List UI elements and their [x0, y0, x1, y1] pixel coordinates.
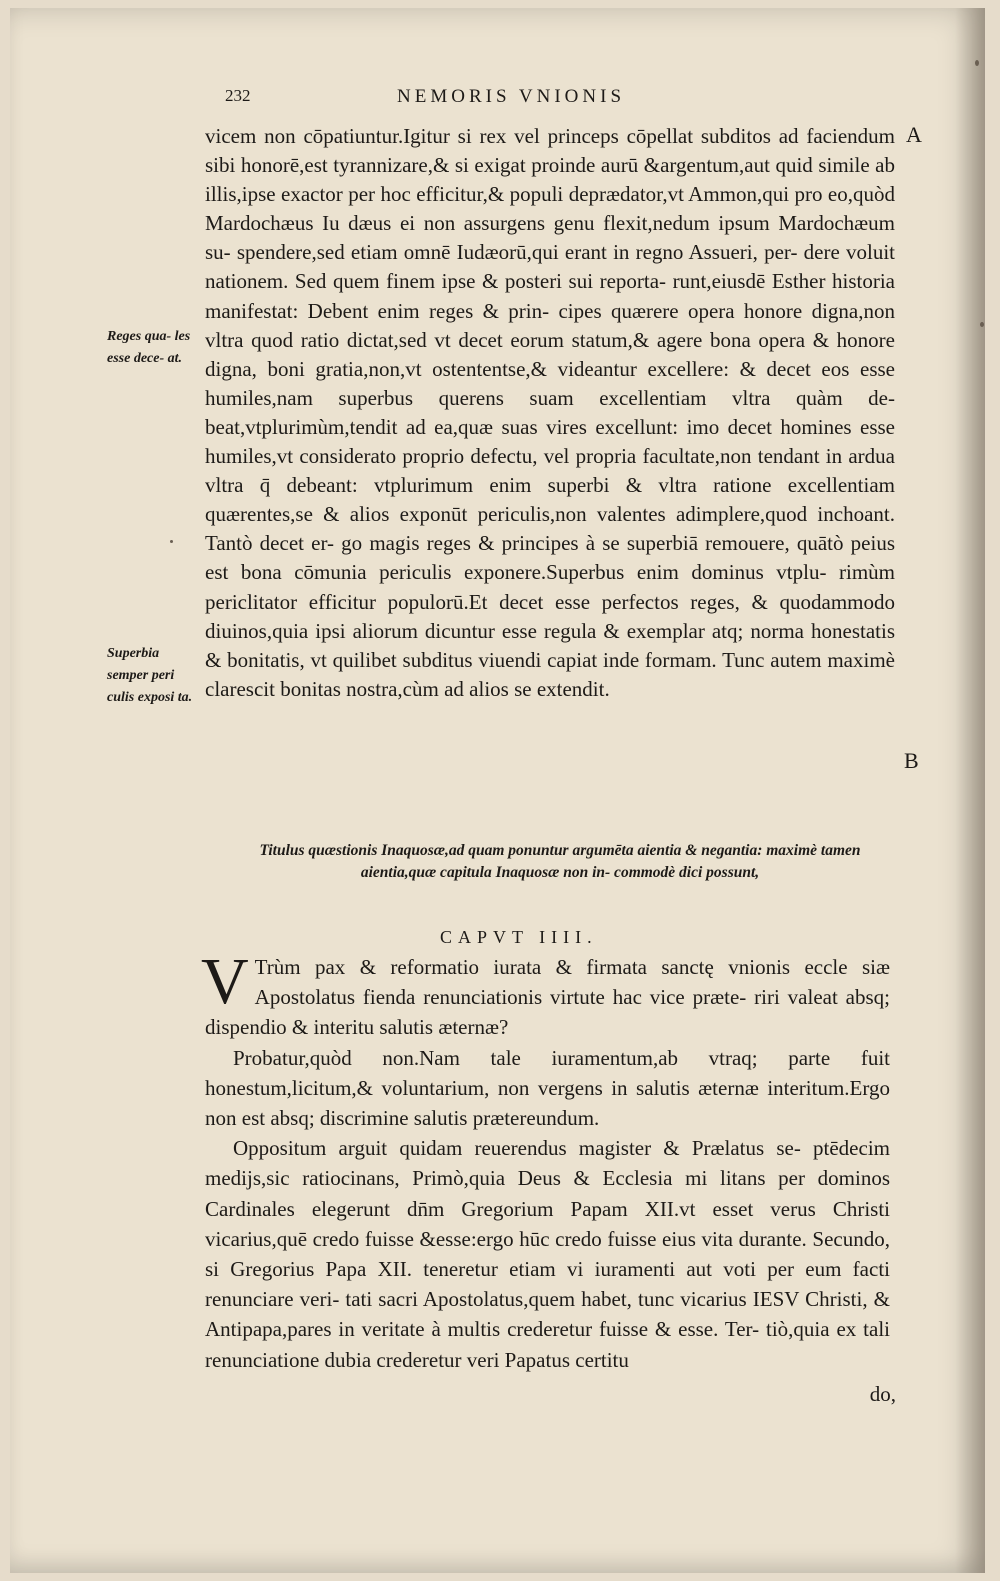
running-title: NEMORIS VNIONIS: [397, 86, 626, 107]
chapter-paragraph-3: Oppositum arguit quidam reuerendus magister & Prælatus se- ptēdecim medijs,sic ratiocinans, Primò,quia Deus & Ecclesia mi litans per dominos Cardinales elegerunt dn̄m Gregorium Papam XII.vt esset verus Christi vicarius,quē credo fuisse &esse:ergo hūc credo fuisse eius vita durante. Secundo, si Gregorius Papa XII. teneretur etiam vi iuramenti aut voti per eum facti renunciare veri- tati sacri Apostolatus,quem habet, tunc vicarius IESV Christi, & Antipapa,pares in veritate à multis crederetur fuisse & esse. Ter- tiò,quia ex tali renunciatione dubia crederetur veri Papatus certitu: [205, 1136, 890, 1372]
catchword: do,: [869, 1382, 896, 1406]
chapter-paragraph-2: Probatur,quòd non.Nam tale iuramentum,ab vtraq; parte fuit honestum,licitum,& voluntarium, non vergens in salutis æternæ interitum.Ergo non est absq; discrimine salutis prætereundum.: [205, 1045, 890, 1131]
page-number: 232: [225, 86, 251, 105]
margin-note-reges: Reges qua- les esse dece- at.: [107, 329, 191, 366]
chapter-paragraph-1: [201, 945, 890, 1043]
paper-speck: [170, 540, 173, 543]
chapter-body: [201, 945, 890, 1375]
paper-speck: [975, 60, 979, 66]
drop-cap: V: [201, 945, 249, 1018]
question-title: Titulus quæstionis Inaquosæ,ad quam ponuntur argumēta aientia & negantia: maximè tamen aientia,quæ capitula Inaquosæ non in- commodè dici possunt,: [259, 842, 861, 881]
body-text: [205, 122, 895, 704]
paper-speck: [980, 322, 984, 327]
page-gutter-shadow: [955, 8, 985, 1573]
chapter-heading: CAPVT IIII.: [440, 927, 598, 947]
margin-marker-b: B: [904, 748, 919, 773]
margin-marker-a: A: [906, 122, 922, 147]
chapter-paragraph-1-text: Trùm pax & reformatio iurata & firmata sanctę vnionis eccle siæ Apostolatus fienda renunciationis virtute hac vice præte- riri valeat absq; dispendio & interitu salutis æternæ?: [205, 955, 890, 1040]
margin-note-superbia: Superbia semper peri culis exposi ta.: [107, 646, 193, 705]
body-paragraph: vicem non cōpatiuntur.Igitur si rex vel princeps cōpellat subditos ad faciendum sibi honorē,est tyrannizare,& si exigat proinde aurū &argentum,aut quid simile ab illis,ipse exactor per hoc efficitur,& populi deprædator,vt Ammon,qui pro eo,quòd Mardochæus Iu dæus ei non assurgens genu flexit,nedum ipsum Mardochæum su- spendere,sed etiam omnē Iudæorū,qui erant in regno Assueri, per- dere voluit nationem. Sed quem finem ipse & posteri sui reporta- runt,eiusdē Esther historia manifestat: Debent enim reges & prin- cipes quærere opera honore digna,non vltra quod ratio dictat,sed vt decet eorum statum,& agere bona opera & honore digna, boni gratia,non,vt ostententse,& videantur excellere: & decet eos esse humiles,nam superbus querens suam excellentiam vltra quàm de- beat,vtplurimùm,tendit ad ea,quæ suas vires excellunt: imo decet homines esse humiles,vt considerato proprio defectu, vel propria facultate,non tendant in ardua vltra q̄ debeant: vtplurimum enim superbi & vltra ratione excellentiam quærentes,se & alios exponūt periculis,non valentes adimplere,quod inchoant. Tantò decet er- go magis reges & principes à se superbiā remouere, quātò peius est bona cōmunia periculis exponere.Superbus enim dominus vtplu- rimùm periclitator efficitur populorū.Et decet esse perfectos reges, & quodammodo diuinos,quia ipsi aliorum dicuntur esse regula & exemplar atq; norma honestatis & bonitatis, vt quilibet subditus viuendi capiat inde formam. Tunc autem maximè clarescit bonitas nostra,cùm ad alios se extendit.: [205, 124, 895, 701]
page-header: [225, 86, 825, 110]
